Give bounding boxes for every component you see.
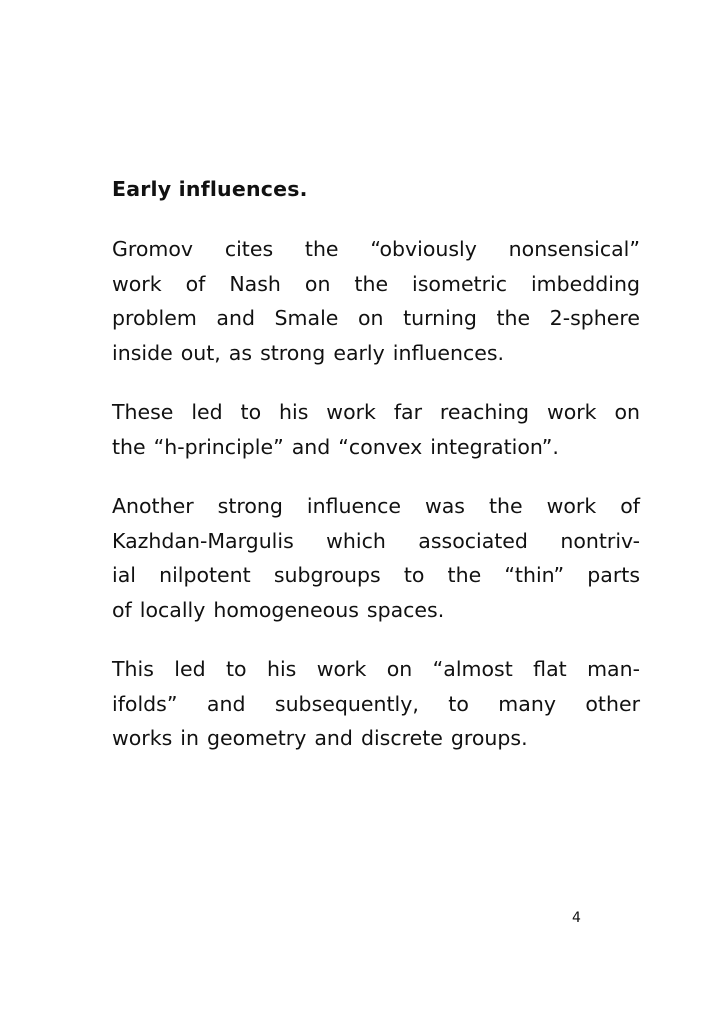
page-number: 4 xyxy=(572,910,581,926)
paragraph-4 xyxy=(112,652,640,756)
paragraph-line: work of Nash on the isometric imbedding xyxy=(112,271,640,296)
paragraph-line: the “h-principle” and “convex integration”. xyxy=(112,434,559,459)
paragraph-3 xyxy=(112,489,640,627)
paragraph-2 xyxy=(112,395,640,464)
section-heading: Early influences. xyxy=(112,177,308,201)
paragraph-line: ial nilpotent subgroups to the “thin” parts xyxy=(112,563,640,587)
paragraph-1 xyxy=(112,232,640,370)
paragraph-line: Another strong influence was the work of xyxy=(112,494,640,518)
paragraph-line: Kazhdan-Margulis which associated nontriv- xyxy=(112,528,640,553)
paragraph-line: inside out, as strong early influences. xyxy=(112,340,505,365)
paragraph-line: These led to his work far reaching work on xyxy=(112,400,640,424)
paragraph-line: Gromov cites the “obviously nonsensical” xyxy=(112,237,640,261)
paragraph-line: of locally homogeneous spaces. xyxy=(112,597,445,622)
paragraph-line: This led to his work on “almost flat man- xyxy=(112,657,640,681)
paragraph-line: ifolds” and subsequently, to many other xyxy=(112,691,640,716)
paragraph-line: problem and Smale on turning the 2-sphere xyxy=(112,306,640,330)
slide-content xyxy=(112,172,640,781)
paragraph-line: works in geometry and discrete groups. xyxy=(112,726,528,750)
